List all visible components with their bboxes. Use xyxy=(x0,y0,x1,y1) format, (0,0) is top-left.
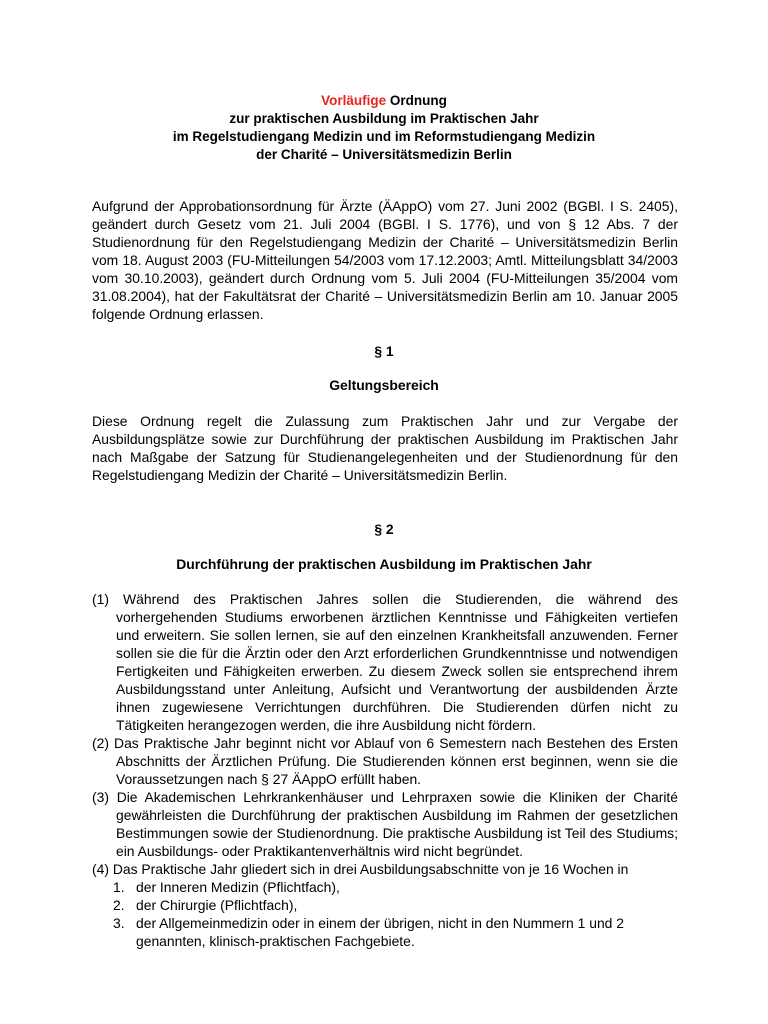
section-2-list xyxy=(92,590,678,950)
title-highlight-word: Vorläufige xyxy=(321,93,387,108)
title-line-2: zur praktischen Ausbildung im Praktischen Jahr xyxy=(229,111,539,126)
section-2-number: § 2 xyxy=(374,521,394,537)
section-1-number: § 1 xyxy=(374,343,394,359)
sub-list-item: 3. der Allgemeinmedizin oder in einem der übrigen, nicht in den Nummern 1 und 2 genannten, klinisch-praktischen Fachgebiete. xyxy=(113,915,624,949)
preamble-paragraph: Aufgrund der Approbationsordnung für Ärzte (ÄAppO) vom 27. Juni 2002 (BGBl. I S. 2405), geändert durch Gesetz vom 21. Juli 2004 (BGBl. I S. 1776), und von § 12 Abs. 7 der Studienordnung für den Regelstudiengang Medizin der Charité – Universitätsmedizin Berlin vom 18. August 2003 (FU-Mitteilungen 54/2003 vom 17.12.2003; Amtl. Mitteilungsblatt 34/2003 vom 30.10.2003), geändert durch Ordnung vom 5. Juli 2004 (FU-Mitteilungen 35/2004 vom 31.08.2004), hat der Fakultätsrat der Charité – Universitätsmedizin Berlin am 10. Januar 2005 folgende Ordnung erlassen. xyxy=(92,198,678,322)
section-2-heading: Durchführung der praktischen Ausbildung im Praktischen Jahr xyxy=(176,556,592,572)
title-line-1: Vorläufige Ordnung xyxy=(321,93,447,108)
title-line-4: der Charité – Universitätsmedizin Berlin xyxy=(256,147,512,162)
section-1-text: Diese Ordnung regelt die Zulassung zum Praktischen Jahr und zur Vergabe der Ausbildungsplätze sowie zur Durchführung der praktischen Ausbildung im Praktischen Jahr nach Maßgabe der Satzung für Studienangelegenheiten und der Studienordnung für den Regelstudiengang Medizin der Charité – Universitätsmedizin Berlin. xyxy=(92,413,678,483)
document-title xyxy=(0,92,768,164)
sub-list-item: 2. der Chirurgie (Pflichtfach), xyxy=(113,897,298,913)
list-item: (2) Das Praktische Jahr beginnt nicht vor Ablauf von 6 Semestern nach Bestehen des Ersten Abschnitts der Ärztlichen Prüfung. Die Studierenden können erst beginnen, wenn sie die Voraussetzungen nach § 27 ÄAppO erfüllt haben. xyxy=(92,735,678,787)
list-item: (3) Die Akademischen Lehrkrankenhäuser und Lehrpraxen sowie die Kliniken der Charité gewährleisten die Durchführung der praktischen Ausbildung im Rahmen der gesetzlichen Bestimmungen sowie der Studienordnung. Die praktische Ausbildung ist Teil des Studiums; ein Ausbildungs- oder Praktikantenverhältnis wird nicht begründet. xyxy=(92,789,678,859)
section-1-heading: Geltungsbereich xyxy=(329,377,439,393)
list-item: (1) Während des Praktischen Jahres sollen die Studierenden, die während des vorhergehenden Studiums erworbenen ärztlichen Kenntnisse und Fähigkeiten vertiefen und erweitern. Sie sollen lernen, sie auf den einzelnen Krankheitsfall anzuwenden. Ferner sollen sie die für die Ärztin oder den Arzt erforderlichen Grundkenntnisse und notwendigen Fertigkeiten und Fähigkeiten erwerben. Zu diesem Zweck sollen sie entsprechend ihrem Ausbildungsstand unter Anleitung, Aufsicht und Verantwortung der ausbildenden Ärzte ihnen zugewiesene Verrichtungen durchführen. Die Studierenden dürfen nicht zu Tätigkeiten herangezogen werden, die ihre Ausbildung nicht fördern. xyxy=(92,591,678,733)
list-item: (4) Das Praktische Jahr gliedert sich in drei Ausbildungsabschnitte von je 16 Wochen in xyxy=(92,861,629,877)
sub-list-item: 1. der Inneren Medizin (Pflichtfach), xyxy=(113,879,340,895)
title-line-3: im Regelstudiengang Medizin und im Reformstudiengang Medizin xyxy=(172,129,596,144)
